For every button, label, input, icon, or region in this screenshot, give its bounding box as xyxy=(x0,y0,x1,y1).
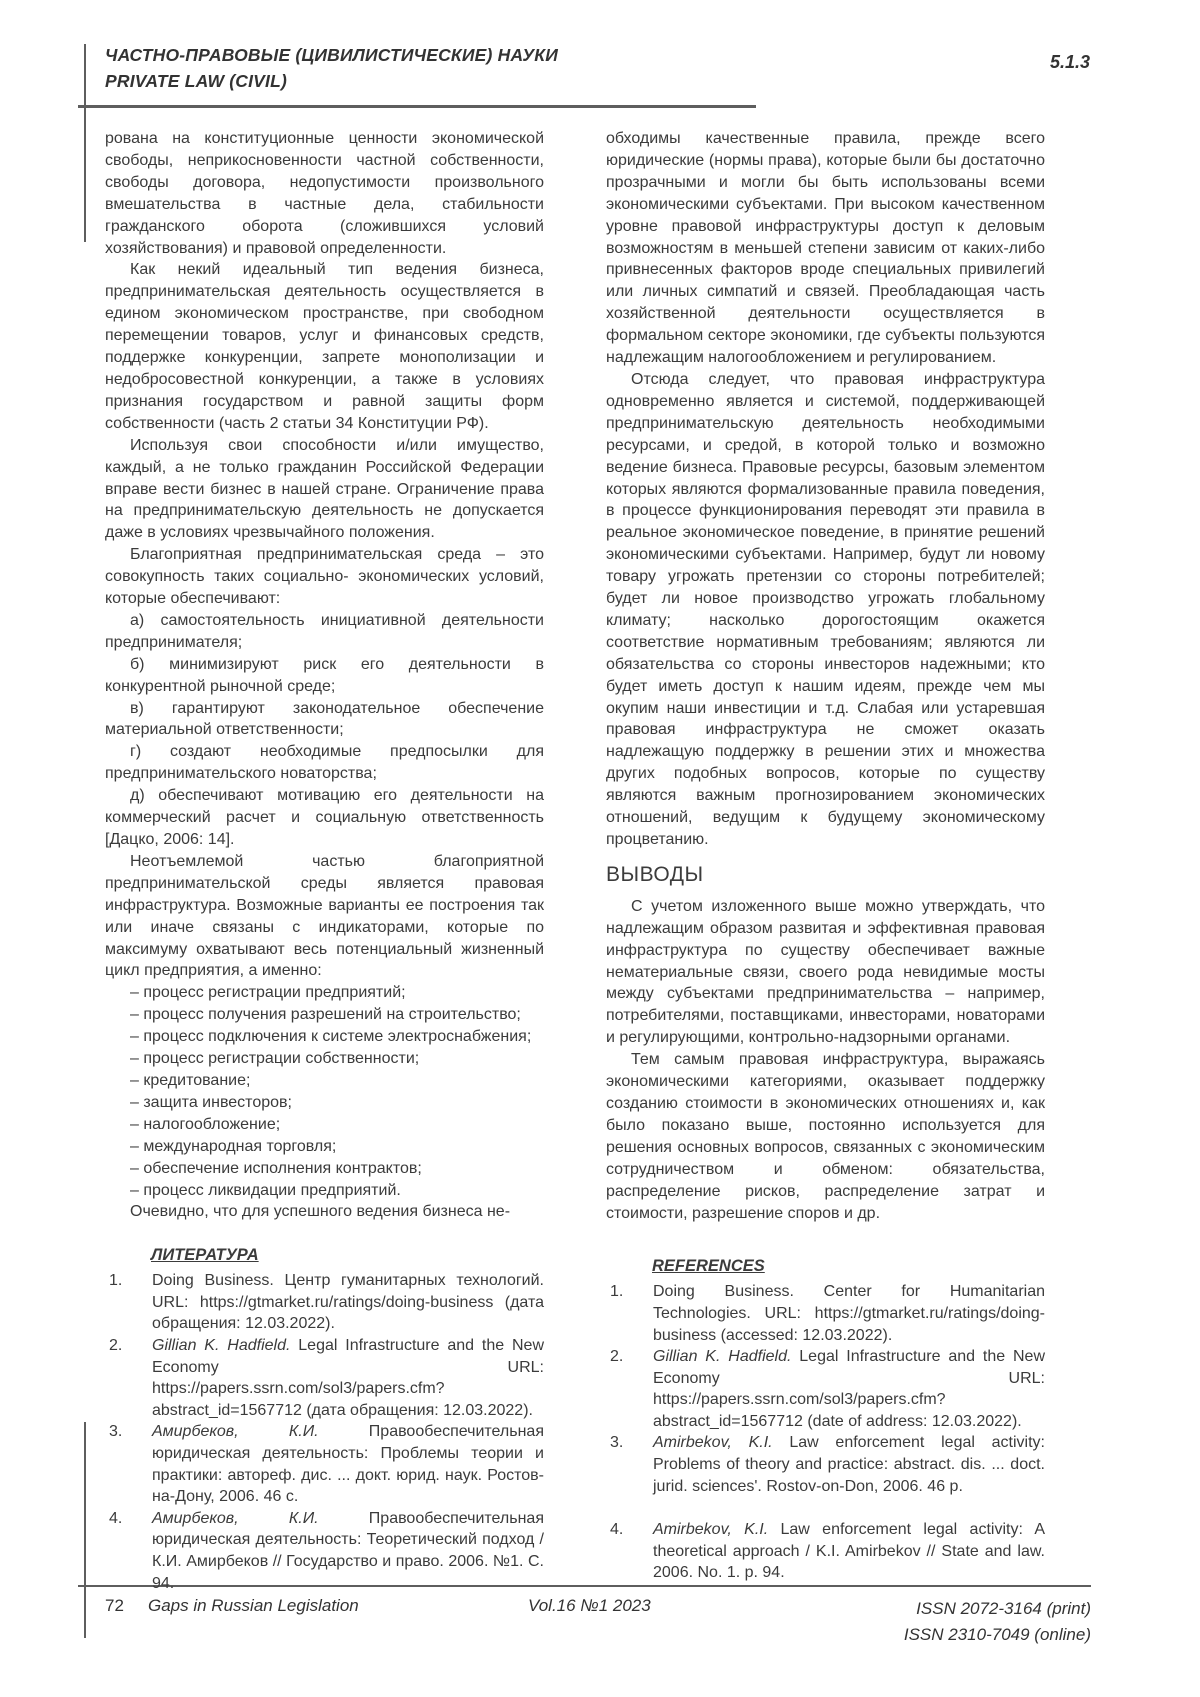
reference-author: Amirbekov, K.I. xyxy=(653,1434,773,1452)
paragraph: – процесс подключения к системе электроснабжения; xyxy=(130,1028,532,1046)
reference-text xyxy=(653,1434,1045,1494)
literature-list xyxy=(105,1270,544,1594)
paragraph: Тем самым правовая инфраструктура, выражаясь экономическими категориями, оказывает поддержку созданию стоимости в экономических отношениях и, как было показано выше, постоянно используется для решения основных вопросов, связанных с экономическим сотрудничеством и обменом: обязательства, распределение рисков, распределение затрат и стоимости, разрешение споров и др. xyxy=(606,1051,1045,1222)
header-divider xyxy=(78,105,756,108)
paragraph: Отсюда следует, что правовая инфраструктура одновременно является и системой, поддерживающей предпринимательскую деятельность необходимыми ресурсами, и средой, в которой только и возможно ведение бизнеса. Правовые ресурсы, базовым элементом которых являются формализованные правила поведения, в процессе функционирования переводят эти правила в реальное экономическое поведение, в принятие решений экономическими субъектами. Например, будут ли новому товару угрожать претензии со стороны потребителей; будет ли новое производство угрожать глобальному климату; насколько дорогостоящим окажется соответствие нормативным требованиям; являются ли обязательства со стороны инвесторов надежными; кто будет иметь доступ к нашим идеям, прежде чем мы окупим наши инвестиции и т.д. Слабая или устаревшая правовая инфраструктура не сможет оказать надлежащую поддержку в решении этих и множества других подобных вопросов, которые по существу являются важным прогнозированием экономических отношений, ведущим к будущему экономическому процветанию. xyxy=(606,370,1045,848)
reference-author: Амирбеков, К.И. xyxy=(152,1423,319,1441)
paragraph: рована на конституционные ценности экономической свободы, неприкосновенности частной собственности, свободы договора, недопустимости произвольного вмешательства в частные дела, стабильности гражданского оборота (сложившихся условий хозяйствования) и правовой определенности. xyxy=(105,130,544,257)
reference-item xyxy=(105,1421,544,1507)
journal-title: Gaps in Russian Legislation xyxy=(148,1596,359,1615)
reference-item xyxy=(105,1335,544,1421)
reference-number: 4. xyxy=(610,1521,624,1539)
reference-author: Gillian K. Hadfield. xyxy=(152,1337,291,1354)
paragraph: – кредитование; xyxy=(130,1071,251,1089)
left-margin-rule-top xyxy=(84,44,86,242)
left-margin-rule-bottom xyxy=(84,1422,86,1638)
paragraph: Очевидно, что для успешного ведения бизнеса не- xyxy=(130,1203,511,1221)
reference-text xyxy=(653,1521,1045,1581)
running-head-en: PRIVATE LAW (CIVIL) xyxy=(105,71,288,91)
page-number: 72 xyxy=(105,1596,124,1615)
left-column-paragraphs xyxy=(105,128,544,1223)
paragraph: – налогообложение; xyxy=(130,1115,281,1133)
reference-body: Law enforcement legal activity: Problems of theory and practice: abstract. dis. ... doct. jurid. sciences'. Rostov-on-Don, 2006. 46 p. xyxy=(653,1434,1045,1495)
paragraph: – защита инвесторов; xyxy=(130,1093,292,1111)
paragraph: – процесс получения разрешений на строительство; xyxy=(130,1006,521,1024)
reference-item xyxy=(606,1432,1045,1497)
reference-item xyxy=(105,1508,544,1594)
paragraph: – процесс регистрации предприятий; xyxy=(130,984,406,1002)
running-head xyxy=(105,42,558,94)
reference-text xyxy=(653,1348,1045,1430)
issn-print: ISSN 2072-3164 (print) xyxy=(916,1599,1091,1618)
paragraph: – международная торговля; xyxy=(130,1137,337,1155)
reference-item xyxy=(105,1270,544,1335)
reference-body: Правообеспечительная юридическая деятельность: Теоретический подход / К.И. Амирбеков // Государство и право. 2006. №1. С. 94. xyxy=(152,1509,544,1592)
reference-body: Doing Business. Center for Humanitarian Technologies. URL: https://gtmarket.ru/ratings/doing-business (accessed: 12.03.2022). xyxy=(653,1283,1045,1344)
reference-body: Правообеспечительная юридическая деятельность: Проблемы теории и практики: автореф. дис. ... докт. юрид. наук. Ростов-на-Дону, 2006. 46 с. xyxy=(152,1423,544,1506)
reference-item xyxy=(606,1281,1045,1346)
paragraph: в) гарантируют законодательное обеспечение материальной ответственности; xyxy=(105,699,544,739)
reference-number: 1. xyxy=(109,1272,123,1290)
reference-text xyxy=(152,1423,544,1505)
paragraph: обходимы качественные правила, прежде всего юридические (нормы права), которые были бы достаточно прозрачными и могли бы быть использованы всеми экономическими субъектами. При высоком качественном уровне правовой инфраструктуры доступ к деловым возможностям в меньшей степени зависим от каких-либо привнесенных факторов вроде специальных привилегий или личных симпатий и связей. Преобладающая часть хозяйственной деятельности осуществляется в формальном секторе экономики, где субъекты пользуются надлежащим налогообложением и регулированием. xyxy=(606,130,1045,367)
paragraph: д) обеспечивают мотивацию его деятельности на коммерческий расчет и социальную ответственность [Дацко, 2006: 14]. xyxy=(105,787,544,848)
reference-number: 3. xyxy=(610,1434,624,1452)
reference-author: Амирбеков, К.И. xyxy=(152,1509,319,1527)
literature-heading: ЛИТЕРАТУРА xyxy=(151,1246,259,1265)
reference-number: 2. xyxy=(109,1337,123,1354)
reference-body: Doing Business. Центр гуманитарных технологий. URL: https://gtmarket.ru/ratings/doing-business (дата обращения: 12.03.2022). xyxy=(152,1272,544,1333)
paragraph: Как некий идеальный тип ведения бизнеса, предпринимательская деятельность осуществляется в едином экономическом пространстве, при свободном перемещении товаров, услуг и финансовых средств, поддержке конкуренции, запрете монополизации и недобросовестной конкуренции, а также в условиях признания государством и равной защиты форм собственности (часть 2 статьи 34 Конституции РФ). xyxy=(105,261,544,432)
paragraph: г) создают необходимые предпосылки для предпринимательского новаторства; xyxy=(105,743,544,783)
conclusions-paragraphs xyxy=(606,896,1045,1225)
reference-text xyxy=(653,1283,1045,1343)
reference-body: Legal Infrastructure and the New Economy URL: https://papers.ssrn.com/sol3/papers.cfm?abstract_id=1567712 (дата обращения: 12.03.2022). xyxy=(152,1337,544,1419)
paragraph: Неотъемлемой частью благоприятной предпринимательской среды является правовая инфраструктура. Возможные варианты ее построения так или иначе связаны с индикаторами, которые по максимуму охватывают весь потенциальный жизненный цикл предприятия, а именно: xyxy=(105,852,544,980)
running-head-ru: ЧАСТНО-ПРАВОВЫЕ (ЦИВИЛИСТИЧЕСКИЕ) НАУКИ xyxy=(105,45,559,65)
reference-text xyxy=(152,1272,544,1332)
reference-text xyxy=(152,1510,544,1592)
reference-body: Law enforcement legal activity: A theoretical approach / K.I. Amirbekov // State and law. 2006. No. 1. p. 94. xyxy=(653,1521,1045,1582)
right-column xyxy=(606,128,1045,1594)
section-code: 5.1.3 xyxy=(1049,52,1090,72)
reference-item xyxy=(606,1519,1045,1584)
reference-author: Amirbekov, K.I. xyxy=(653,1521,769,1539)
reference-number: 1. xyxy=(610,1283,624,1301)
paragraph: С учетом изложенного выше можно утверждать, что надлежащим образом развитая и эффективная правовая инфраструктура по существу обеспечивает важные нематериальные связи, своего рода невидимые мосты между субъектами предпринимательства – например, потребителями, поставщиками, инвесторами, новаторами и регулирующими, контрольно-надзорными органами. xyxy=(606,897,1045,1047)
article-body xyxy=(105,128,1045,1594)
references-list xyxy=(606,1281,1045,1584)
paragraph: – обеспечение исполнения контрактов; xyxy=(130,1159,422,1177)
paragraph: Используя свои способности и/или имущество, каждый, а не только гражданин Российской Федерации вправе вести бизнес в нашей стране. Ограничение права на предпринимательскую деятельность не допускается даже в условиях чрезвычайного положения. xyxy=(105,436,544,542)
reference-author: Gillian K. Hadfield. xyxy=(653,1348,792,1366)
issn-online: ISSN 2310-7049 (online) xyxy=(903,1625,1091,1644)
right-column-paragraphs xyxy=(606,128,1045,851)
paragraph: б) минимизируют риск его деятельности в конкурентной рыночной среде; xyxy=(105,655,544,695)
issn-block xyxy=(904,1596,1091,1648)
reference-number: 3. xyxy=(109,1423,123,1441)
references-heading: REFERENCES xyxy=(652,1257,765,1276)
reference-number: 2. xyxy=(610,1348,624,1366)
conclusions-heading: ВЫВОДЫ xyxy=(606,862,704,886)
left-column xyxy=(105,128,544,1594)
paragraph: а) самостоятельность инициативной деятельности предпринимателя; xyxy=(105,611,544,651)
paragraph: – процесс ликвидации предприятий. xyxy=(130,1181,401,1199)
paragraph: Благоприятная предпринимательская среда – это совокупность таких социально- экономических условий, которые обеспечивают: xyxy=(105,546,544,608)
reference-text xyxy=(152,1337,544,1419)
reference-body: Legal Infrastructure and the New Economy URL: https://papers.ssrn.com/sol3/papers.cfm?abstract_id=1567712 (date of address: 12.03.2022). xyxy=(653,1348,1045,1430)
paragraph: – процесс регистрации собственности; xyxy=(130,1050,420,1068)
reference-item xyxy=(606,1346,1045,1432)
volume-issue: Vol.16 №1 2023 xyxy=(528,1596,651,1615)
reference-number: 4. xyxy=(109,1509,123,1527)
